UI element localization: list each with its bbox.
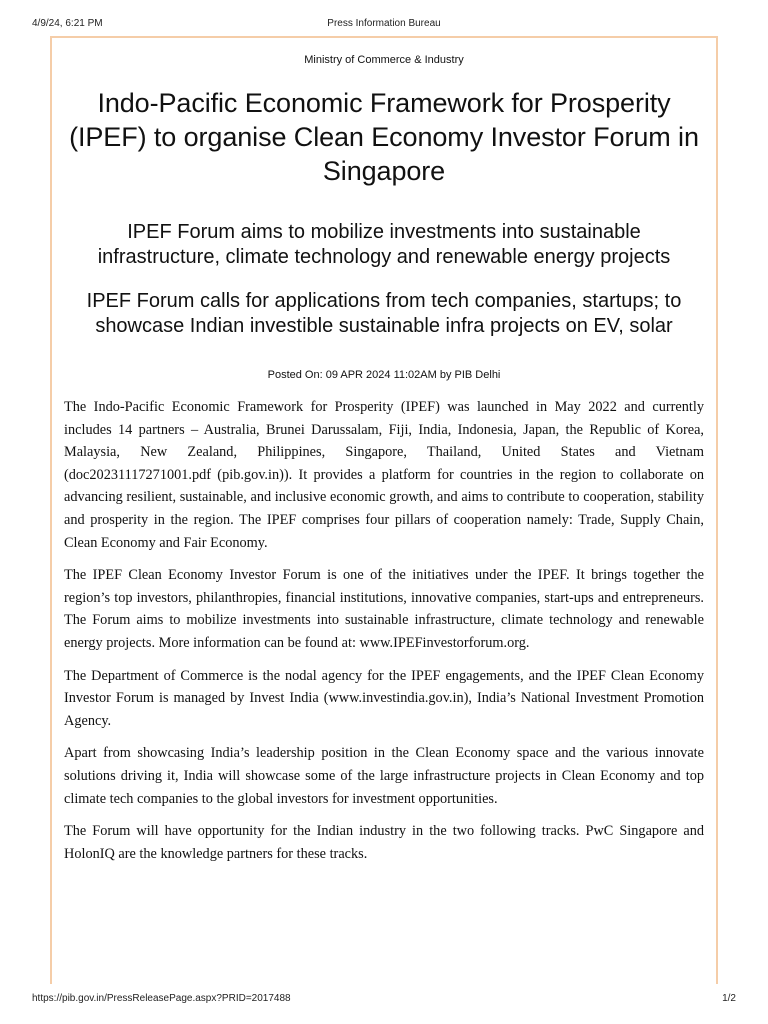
subtitle-2: IPEF Forum calls for applications from tech companies, startups; to showcase Indian investible sustainable infra projects on EV, solar [86, 290, 682, 337]
subtitle-1: IPEF Forum aims to mobilize investments into sustainable infrastructure, climate technology and renewable energy projects [97, 221, 671, 268]
paragraph: The Indo-Pacific Economic Framework for Prosperity (IPEF) was launched in May 2022 and currently includes 14 partners – Australia, Brunei Darussalam, Fiji, India, Indonesia, Japan, the Republic of Korea, Malaysia, New Zealand, Philippines, Singapore, Thailand, United States and Vietnam (doc20231117271001.pdf (pib.gov.in)). It provides a platform for countries in the region to collaborate on advancing resilient, sustainable, and inclusive economic growth, and aims to contribute to cooperation, stability and prosperity in the region. The IPEF comprises four pillars of cooperation namely: Trade, Supply Chain, Clean Economy and Fair Economy. [64, 399, 704, 551]
page-title: Indo-Pacific Economic Framework for Prosperity (IPEF) to organise Clean Economy Investor Forum in Singapore [69, 88, 699, 186]
paragraph: Apart from showcasing India’s leadership position in the Clean Economy space and the various innovate solutions driving it, India will showcase some of the large infrastructure projects in Clean Economy and top climate tech companies to the global investors for investment opportunities. [64, 745, 704, 807]
print-site-title: Press Information Bureau [327, 18, 441, 29]
print-datetime: 4/9/24, 6:21 PM [32, 18, 103, 29]
ministry-name: Ministry of Commerce & Industry [304, 54, 464, 66]
print-footer [32, 993, 736, 1007]
release-body [64, 396, 704, 865]
paragraph: The IPEF Clean Economy Investor Forum is one of the initiatives under the IPEF. It brings together the region’s top investors, philanthropies, financial institutions, innovative companies, start-ups and entrepreneurs. The Forum aims to mobilize investments into sustainable infrastructure, climate technology and renewable energy projects. More information can be found at: www.IPEFinvestorforum.org. [64, 567, 704, 651]
print-header [32, 18, 736, 32]
paragraph: The Forum will have opportunity for the Indian industry in the two following tracks. PwC Singapore and HolonIQ are the knowledge partners for these tracks. [64, 823, 704, 862]
press-release-frame [50, 36, 718, 984]
posted-on: Posted On: 09 APR 2024 11:02AM by PIB Delhi [267, 369, 501, 381]
paragraph: The Department of Commerce is the nodal agency for the IPEF engagements, and the IPEF Clean Economy Investor Forum is managed by Invest India (www.investindia.gov.in), India’s National Investment Promotion Agency. [64, 667, 704, 729]
print-page-number: 1/2 [722, 993, 736, 1004]
print-url: https://pib.gov.in/PressReleasePage.aspx?PRID=2017488 [32, 993, 291, 1004]
